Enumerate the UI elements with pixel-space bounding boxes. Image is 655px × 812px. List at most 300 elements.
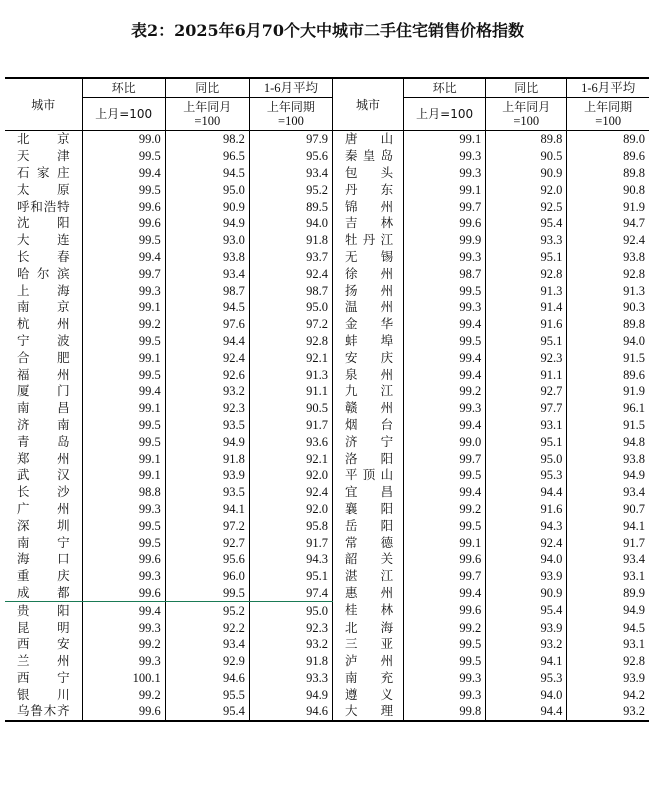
price-index-table (5, 77, 649, 722)
table-row (5, 517, 649, 534)
yoy-value: 95.6 (165, 551, 249, 568)
city-name: 九江 (332, 383, 403, 400)
yoy-value: 96.5 (165, 148, 249, 165)
yoy-value: 91.8 (165, 450, 249, 467)
yoy-value: 92.7 (165, 534, 249, 551)
avg-value: 93.1 (567, 568, 649, 585)
mom-value: 99.2 (404, 383, 486, 400)
city-name: 贵阳 (17, 602, 70, 618)
mom-value: 99.3 (404, 249, 486, 266)
avg-value: 92.3 (249, 619, 332, 636)
avg-value: 95.0 (249, 602, 332, 619)
avg-value: 91.3 (567, 282, 649, 299)
city-name: 天津 (17, 148, 70, 164)
yoy-value: 97.2 (165, 517, 249, 534)
avg-value: 94.9 (567, 602, 649, 619)
mom-value: 99.4 (404, 366, 486, 383)
city-name: 乌鲁木齐 (17, 703, 70, 719)
yoy-value: 90.5 (486, 148, 567, 165)
avg-value: 94.5 (567, 619, 649, 636)
avg-value: 91.8 (249, 653, 332, 670)
city-name: 兰州 (17, 653, 70, 669)
city-name: 厦门 (17, 383, 70, 399)
yoy-value: 93.9 (165, 467, 249, 484)
city-name: 西宁 (17, 669, 70, 685)
city-name: 湛江 (332, 568, 403, 585)
avg-column-header-2: 1-6月平均 (567, 78, 649, 98)
mom-value: 99.5 (404, 517, 486, 534)
yoy-value: 94.9 (165, 433, 249, 450)
table-row (5, 534, 649, 551)
yoy-value: 92.4 (486, 534, 567, 551)
city-name: 泉州 (332, 366, 403, 383)
mom-value: 99.5 (82, 333, 165, 350)
table-row (5, 215, 649, 232)
yoy-value: 95.1 (486, 333, 567, 350)
city-name: 郑州 (17, 450, 70, 466)
mom-value: 99.2 (82, 316, 165, 333)
mom-value: 99.3 (82, 619, 165, 636)
city-name: 长春 (17, 248, 70, 264)
city-name: 襄阳 (332, 501, 403, 518)
avg-value: 92.4 (567, 232, 649, 249)
avg-base-label-2: 上年同期 =100 (567, 98, 649, 131)
yoy-value: 93.1 (486, 417, 567, 434)
yoy-value: 92.0 (486, 181, 567, 198)
yoy-value: 93.2 (165, 383, 249, 400)
city-name: 韶关 (332, 551, 403, 568)
mom-value: 99.4 (82, 602, 165, 619)
mom-value: 99.6 (82, 703, 165, 721)
city-name: 上海 (17, 282, 70, 298)
table-row (5, 551, 649, 568)
city-name: 洛阳 (332, 450, 403, 467)
city-name: 成都 (5, 585, 82, 602)
mom-value: 99.1 (404, 181, 486, 198)
avg-value: 94.3 (249, 551, 332, 568)
avg-value: 92.0 (249, 467, 332, 484)
mom-column-header: 环比 (82, 78, 165, 98)
city-name: 锦州 (332, 198, 403, 215)
city-name: 南京 (17, 299, 70, 315)
avg-value: 91.8 (249, 232, 332, 249)
yoy-value: 92.3 (486, 349, 567, 366)
avg-value: 89.9 (567, 585, 649, 602)
avg-value: 93.2 (567, 703, 649, 721)
mom-value: 99.4 (404, 316, 486, 333)
city-name: 秦皇岛 (332, 148, 403, 165)
table-row (5, 316, 649, 333)
avg-value: 94.2 (567, 686, 649, 703)
avg-value: 90.7 (567, 501, 649, 518)
mom-value: 99.5 (82, 433, 165, 450)
mom-value: 99.4 (82, 165, 165, 182)
yoy-value: 93.5 (165, 484, 249, 501)
mom-column-header-2: 环比 (404, 78, 486, 98)
avg-value: 90.3 (567, 299, 649, 316)
city-name: 南充 (332, 670, 403, 687)
mom-value: 99.5 (82, 181, 165, 198)
yoy-value: 94.4 (486, 484, 567, 501)
mom-value: 99.6 (82, 215, 165, 232)
table-row (5, 383, 649, 400)
mom-value: 99.5 (82, 534, 165, 551)
yoy-value: 97.7 (486, 400, 567, 417)
avg-value: 94.6 (249, 703, 332, 721)
yoy-value: 93.5 (165, 417, 249, 434)
mom-value: 99.1 (404, 534, 486, 551)
table-row (5, 249, 649, 266)
yoy-value: 94.9 (165, 215, 249, 232)
yoy-value: 92.7 (486, 383, 567, 400)
mom-value: 99.1 (82, 349, 165, 366)
yoy-value: 98.7 (165, 282, 249, 299)
city-name: 烟台 (332, 417, 403, 434)
table-row (5, 265, 649, 282)
yoy-value: 95.1 (486, 249, 567, 266)
yoy-value: 94.1 (165, 501, 249, 518)
mom-value: 99.1 (82, 467, 165, 484)
city-name: 太原 (17, 181, 70, 197)
yoy-value: 90.9 (486, 585, 567, 602)
avg-value: 97.4 (249, 585, 332, 602)
yoy-value: 94.5 (165, 165, 249, 182)
yoy-value: 94.3 (486, 517, 567, 534)
mom-value: 99.3 (404, 165, 486, 182)
city-name: 济宁 (332, 433, 403, 450)
avg-value: 92.1 (249, 450, 332, 467)
avg-value: 93.1 (567, 636, 649, 653)
avg-value: 91.7 (249, 534, 332, 551)
yoy-value: 95.4 (486, 215, 567, 232)
mom-value: 99.3 (82, 501, 165, 518)
avg-value: 91.9 (567, 383, 649, 400)
city-name: 桂林 (332, 602, 403, 619)
avg-value: 95.8 (249, 517, 332, 534)
city-name: 赣州 (332, 400, 403, 417)
avg-base-label: 上年同期 =100 (249, 98, 332, 131)
mom-value: 99.3 (404, 299, 486, 316)
avg-value: 96.1 (567, 400, 649, 417)
table-row (5, 299, 649, 316)
mom-value: 99.3 (404, 400, 486, 417)
table-row (5, 703, 649, 721)
avg-value: 95.0 (249, 299, 332, 316)
city-name: 福州 (17, 366, 70, 382)
avg-value: 95.2 (249, 181, 332, 198)
mom-value: 99.7 (404, 450, 486, 467)
yoy-value: 93.4 (165, 265, 249, 282)
table-row (5, 636, 649, 653)
table-row (5, 585, 649, 602)
mom-value: 99.4 (82, 249, 165, 266)
avg-value: 97.9 (249, 131, 332, 148)
avg-value: 93.9 (567, 670, 649, 687)
yoy-value: 95.0 (486, 450, 567, 467)
city-name: 济南 (17, 416, 70, 432)
avg-value: 92.1 (249, 349, 332, 366)
mom-value: 99.6 (82, 585, 165, 602)
avg-value: 94.8 (567, 433, 649, 450)
table-row (5, 467, 649, 484)
city-name: 长沙 (17, 484, 70, 500)
city-name: 广州 (17, 500, 70, 516)
yoy-value: 92.9 (165, 653, 249, 670)
avg-value: 93.8 (567, 450, 649, 467)
avg-value: 91.5 (567, 349, 649, 366)
yoy-value: 96.0 (165, 568, 249, 585)
yoy-value: 89.8 (486, 131, 567, 148)
city-name: 岳阳 (332, 517, 403, 534)
yoy-value: 93.9 (486, 619, 567, 636)
city-name: 青岛 (17, 433, 70, 449)
yoy-value: 92.5 (486, 198, 567, 215)
city-name: 重庆 (17, 568, 70, 584)
mom-value: 99.8 (404, 703, 486, 721)
mom-value: 99.7 (82, 265, 165, 282)
avg-value: 90.5 (249, 400, 332, 417)
yoy-value: 95.2 (165, 602, 249, 619)
yoy-value: 91.6 (486, 501, 567, 518)
yoy-value: 95.3 (486, 467, 567, 484)
avg-value: 95.6 (249, 148, 332, 165)
mom-value: 99.3 (404, 148, 486, 165)
mom-value: 99.2 (82, 636, 165, 653)
city-name: 北京 (17, 131, 70, 147)
city-name: 宁波 (17, 332, 70, 348)
city-name: 杭州 (17, 316, 70, 332)
city-name: 安庆 (332, 349, 403, 366)
avg-value: 91.7 (567, 534, 649, 551)
avg-value: 89.6 (567, 148, 649, 165)
mom-value: 99.5 (82, 417, 165, 434)
mom-value: 99.5 (82, 366, 165, 383)
yoy-value: 94.6 (165, 670, 249, 687)
city-name: 沈阳 (17, 215, 70, 231)
mom-value: 99.4 (404, 484, 486, 501)
mom-base-label-2: 上月=100 (404, 98, 486, 131)
avg-value: 93.4 (567, 484, 649, 501)
yoy-value: 94.0 (486, 686, 567, 703)
mom-value: 99.3 (82, 282, 165, 299)
city-column-header-2: 城市 (332, 78, 403, 131)
avg-value: 89.0 (567, 131, 649, 148)
yoy-value: 91.3 (486, 282, 567, 299)
yoy-value: 99.5 (165, 585, 249, 602)
mom-value: 99.6 (404, 215, 486, 232)
mom-base-label: 上月=100 (82, 98, 165, 131)
city-column-header: 城市 (5, 78, 82, 131)
avg-value: 93.2 (249, 636, 332, 653)
mom-value: 100.1 (82, 670, 165, 687)
yoy-value: 91.1 (486, 366, 567, 383)
city-name: 北海 (332, 619, 403, 636)
yoy-value: 97.6 (165, 316, 249, 333)
table-row (5, 333, 649, 350)
table-row (5, 181, 649, 198)
yoy-value: 93.2 (486, 636, 567, 653)
city-name: 呼和浩特 (17, 198, 70, 214)
avg-value: 94.9 (567, 467, 649, 484)
table-row (5, 198, 649, 215)
avg-value: 89.8 (567, 316, 649, 333)
yoy-value: 94.0 (486, 551, 567, 568)
yoy-value: 98.2 (165, 131, 249, 148)
avg-value: 93.4 (567, 551, 649, 568)
yoy-value: 95.0 (165, 181, 249, 198)
mom-value: 99.9 (404, 232, 486, 249)
city-name: 扬州 (332, 282, 403, 299)
mom-value: 99.0 (404, 433, 486, 450)
mom-value: 99.4 (404, 349, 486, 366)
mom-value: 99.5 (404, 636, 486, 653)
yoy-value: 95.1 (486, 433, 567, 450)
city-name: 西安 (17, 636, 70, 652)
city-name: 哈尔滨 (17, 265, 70, 281)
avg-value: 92.4 (249, 265, 332, 282)
yoy-value: 94.4 (165, 333, 249, 350)
mom-value: 99.6 (404, 551, 486, 568)
avg-value: 94.7 (567, 215, 649, 232)
avg-value: 93.4 (249, 165, 332, 182)
city-name: 银川 (17, 686, 70, 702)
avg-value: 94.0 (567, 333, 649, 350)
avg-column-header: 1-6月平均 (249, 78, 332, 98)
table-row (5, 501, 649, 518)
table-row (5, 148, 649, 165)
avg-value: 92.8 (567, 265, 649, 282)
city-name: 吉林 (332, 215, 403, 232)
mom-value: 99.4 (404, 585, 486, 602)
yoy-value: 93.4 (165, 636, 249, 653)
avg-value: 91.1 (249, 383, 332, 400)
table-row (5, 433, 649, 450)
yoy-value: 92.6 (165, 366, 249, 383)
table-row (5, 484, 649, 501)
yoy-value: 90.9 (486, 165, 567, 182)
avg-value: 94.1 (567, 517, 649, 534)
mom-value: 99.3 (404, 686, 486, 703)
city-name: 金华 (332, 316, 403, 333)
mom-value: 99.6 (82, 198, 165, 215)
yoy-value: 91.4 (486, 299, 567, 316)
mom-value: 99.5 (82, 517, 165, 534)
city-name: 南昌 (17, 400, 70, 416)
mom-value: 99.2 (404, 619, 486, 636)
yoy-value: 93.3 (486, 232, 567, 249)
city-name: 牡丹江 (332, 232, 403, 249)
yoy-value: 92.4 (165, 349, 249, 366)
avg-value: 90.8 (567, 181, 649, 198)
avg-value: 92.4 (249, 484, 332, 501)
table-row (5, 366, 649, 383)
yoy-column-header-2: 同比 (486, 78, 567, 98)
table-row (5, 282, 649, 299)
mom-value: 99.3 (82, 653, 165, 670)
yoy-base-label-2: 上年同月 =100 (486, 98, 567, 131)
avg-value: 93.3 (249, 670, 332, 687)
yoy-value: 90.9 (165, 198, 249, 215)
mom-value: 98.7 (404, 265, 486, 282)
table-row (5, 670, 649, 687)
city-name: 无锡 (332, 249, 403, 266)
table-row (5, 686, 649, 703)
yoy-column-header: 同比 (165, 78, 249, 98)
header-row-2 (5, 98, 649, 131)
city-name: 常德 (332, 534, 403, 551)
avg-value: 91.3 (249, 366, 332, 383)
avg-value: 94.9 (249, 686, 332, 703)
city-name: 泸州 (332, 653, 403, 670)
header-row-1 (5, 78, 649, 98)
mom-value: 99.5 (404, 282, 486, 299)
table-row (5, 131, 649, 148)
city-name: 海口 (17, 551, 70, 567)
yoy-value: 95.5 (165, 686, 249, 703)
yoy-value: 95.3 (486, 670, 567, 687)
city-name: 南宁 (17, 534, 70, 550)
city-name: 蚌埠 (332, 333, 403, 350)
table-row (5, 232, 649, 249)
mom-value: 99.3 (82, 568, 165, 585)
city-name: 徐州 (332, 265, 403, 282)
city-name: 合肥 (17, 349, 70, 365)
mom-value: 99.5 (404, 467, 486, 484)
city-name: 唐山 (332, 131, 403, 148)
avg-value: 92.8 (567, 653, 649, 670)
avg-value: 97.2 (249, 316, 332, 333)
table-row (5, 653, 649, 670)
city-name: 三亚 (332, 636, 403, 653)
city-name: 武汉 (17, 467, 70, 483)
avg-value: 89.6 (567, 366, 649, 383)
yoy-value: 95.4 (486, 602, 567, 619)
table-row (5, 400, 649, 417)
avg-value: 91.5 (567, 417, 649, 434)
avg-value: 92.0 (249, 501, 332, 518)
mom-value: 99.3 (404, 670, 486, 687)
mom-value: 99.7 (404, 568, 486, 585)
avg-value: 94.0 (249, 215, 332, 232)
mom-value: 99.6 (404, 602, 486, 619)
yoy-value: 92.3 (165, 400, 249, 417)
table-row (5, 602, 649, 619)
mom-value: 99.1 (404, 131, 486, 148)
avg-value: 98.7 (249, 282, 332, 299)
table-row (5, 165, 649, 182)
avg-value: 91.9 (567, 198, 649, 215)
yoy-value: 94.1 (486, 653, 567, 670)
mom-value: 99.1 (82, 400, 165, 417)
mom-value: 99.4 (404, 417, 486, 434)
yoy-value: 92.2 (165, 619, 249, 636)
mom-value: 99.2 (82, 686, 165, 703)
city-name: 平顶山 (332, 467, 403, 484)
city-name: 深圳 (17, 517, 70, 533)
table-row (5, 349, 649, 366)
table-row (5, 568, 649, 585)
table-row (5, 619, 649, 636)
yoy-value: 91.6 (486, 316, 567, 333)
mom-value: 99.1 (82, 450, 165, 467)
city-name: 遵义 (332, 686, 403, 703)
yoy-value: 95.4 (165, 703, 249, 721)
city-name: 丹东 (332, 181, 403, 198)
city-name: 石家庄 (17, 164, 70, 180)
yoy-value: 92.8 (486, 265, 567, 282)
mom-value: 98.8 (82, 484, 165, 501)
table-body (5, 131, 649, 721)
